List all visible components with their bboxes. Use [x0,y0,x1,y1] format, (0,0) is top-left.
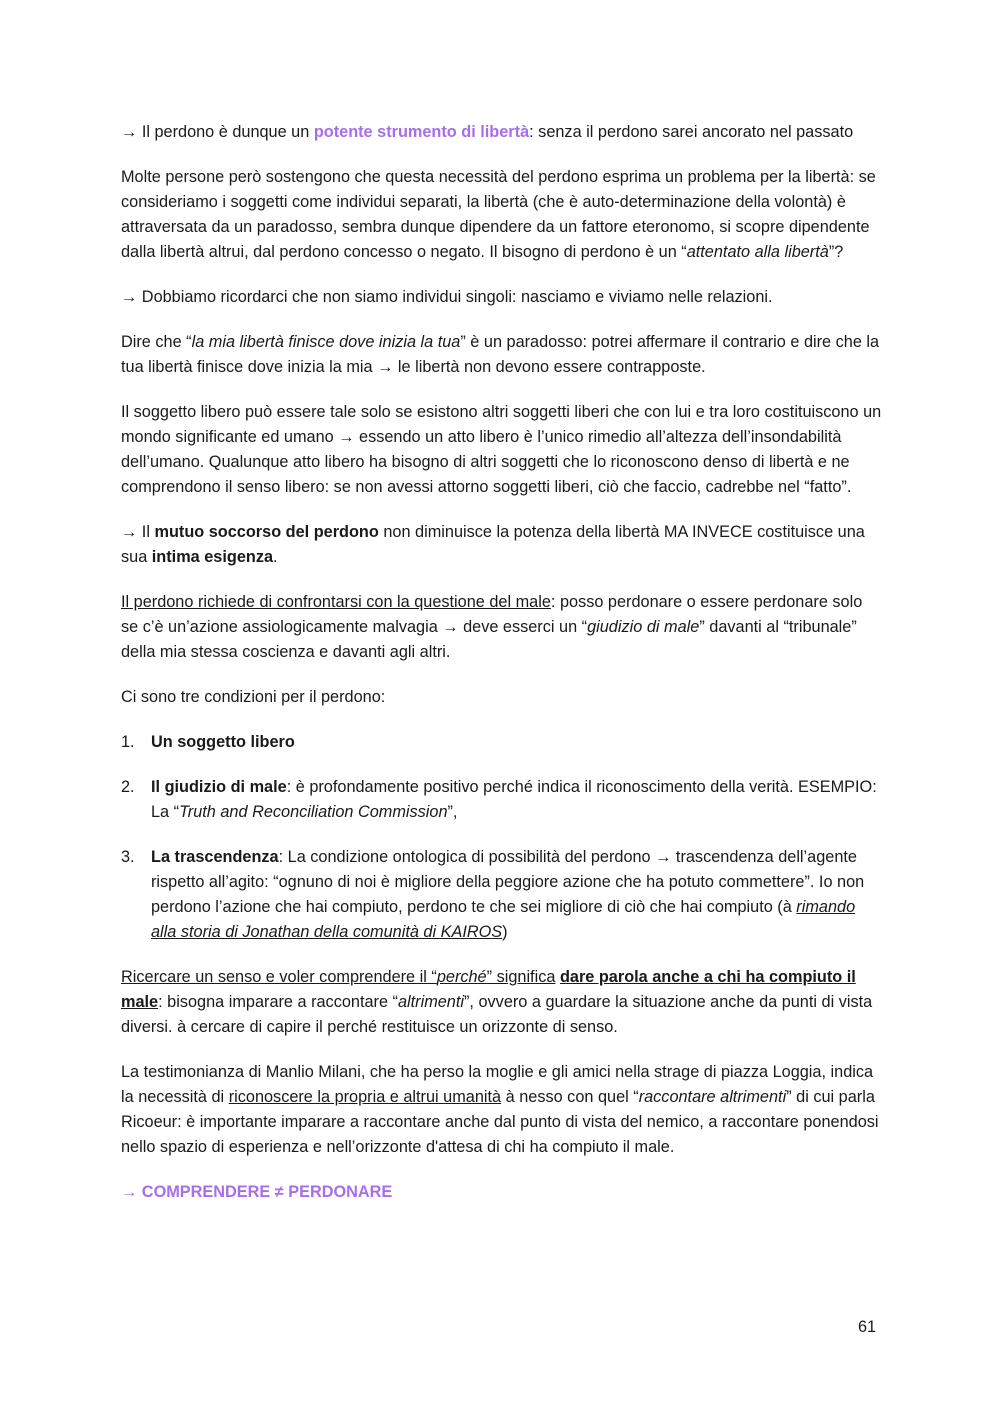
text-run: à nesso con quel “ [501,1088,639,1106]
text-run: : La condizione ontologica di possibilità del perdono → trascendenza dell’agente rispetto all’agito: “ognuno di noi è migliore della peggiore azione che ha potuto commettere”. Io non perdono l’azione che hai compiuto, perdono te che sei migliore di ciò che hai compiuto (à [151,848,865,916]
text-run: . [273,548,278,566]
text-run: : bisogna imparare a raccontare “ [158,993,398,1011]
text-run: : è profondamente positivo perché indica il riconoscimento della verità. ESEMPIO: La “ [151,778,877,821]
text-run: : senza il perdono sarei ancorato nel passato [529,123,854,141]
italic-text: la mia libertà finisce dove inizia la tua [191,333,461,351]
bold-underlined-text: dare parola anche a chi ha compiuto il male [121,968,856,1011]
underlined-italic-text: rimando alla storia di Jonathan della comunità di KAIROS [151,898,856,941]
text-run: ” è un paradosso: potrei affermare il contrario e dire che la tua libertà finisce dove inizia la mia → le libertà non devono essere contrapposte. [121,333,880,376]
bold-text: mutuo soccorso del perdono [154,523,379,541]
paragraph-8: Ci sono tre condizioni per il perdono: [121,688,386,706]
text-run: ” di cui parla Ricoeur: è importante imparare a raccontare anche dal punto di vista del nemico, a raccontare ponendosi nello spazio di esperienza e nell’orizzonte d'attesa di chi ha compiuto il male. [121,1088,879,1156]
bold-text: La trascendenza [151,848,279,866]
bold-text: Il giudizio di male [151,778,287,796]
list-number: 3. [121,848,135,866]
highlight-text: potente strumento di libertà [313,123,530,141]
list-number: 2. [121,778,135,796]
underlined-text: ” significa [486,968,556,986]
italic-text: raccontare altrimenti [638,1088,787,1106]
text-run: ” davanti al “tribunale” della mia stessa coscienza e davanti agli altri. [121,618,857,661]
text-run: ) [502,923,508,941]
bold-text: Un soggetto libero [151,733,295,751]
paragraph-2 [121,165,883,265]
underlined-text: Ricercare un senso e voler comprendere il “ [121,968,437,986]
numbered-list [121,730,883,945]
conclusion-heading: → COMPRENDERE ≠ PERDONARE [121,1183,393,1201]
paragraph-9 [121,965,883,1040]
text-run: ”, ovvero a guardare la situazione anche da punti di vista diversi. à cercare di capire il perché restituisce un orizzonte di senso. [121,993,873,1036]
document-body [121,120,883,1225]
text-run: non diminuisce la potenza della libertà MA INVECE costituisce una sua [121,523,865,566]
italic-text: altrimenti [397,993,465,1011]
text-run: ”, [447,803,458,821]
bold-text: intima esigenza [151,548,274,566]
list-number: 1. [121,733,135,751]
italic-text: Truth and Reconciliation Commission [179,803,448,821]
page-number: 61 [858,1318,877,1336]
paragraph-6 [121,520,883,570]
paragraph-7 [121,590,883,665]
text-run: Dire che “ [121,333,192,351]
text-run: : posso perdonare o essere perdonare solo se c’è un’azione assiologicamente malvagia → deve esserci un “ [121,593,863,636]
paragraph-5: Il soggetto libero può essere tale solo se esistono altri soggetti liberi che con lui e tra loro costituiscono un mondo significante ed umano → essendo un atto libero è l’unico rimedio all’altezza dell’insondabilità dell’umano. Qualunque atto libero ha bisogno di altri soggetti che lo riconoscono denso di libertà e ne comprendono il senso libero: se non avessi attorno soggetti liberi, ciò che faccio, cadrebbe nel “fatto”. [121,403,882,496]
text-run: Il perdono è dunque un [141,123,314,141]
list-item [121,730,883,755]
underlined-text: riconoscere la propria e altrui umanità [228,1088,502,1106]
arrow-icon: → [121,123,142,141]
text-run: La testimonianza di Manlio Milani, che ha perso la moglie e gli amici nella strage di piazza Loggia, indica la necessità di [121,1063,874,1106]
underlined-text: Il perdono richiede di confrontarsi con la questione del male [121,593,551,611]
text-run: Molte persone però sostengono che questa necessità del perdono esprima un problema per la libertà: se consideriamo i soggetti come individui separati, la libertà (che è auto-determinazione della volontà) è attraversata da un paradosso, sembra dunque dipendere da un fattore eteronomo, si scopre dipendente dalla libertà altrui, dal perdono concesso o negato. Il bisogno di perdono è un “ [121,168,876,261]
list-item [121,775,883,825]
paragraph-10 [121,1060,883,1160]
paragraph-3: → Dobbiamo ricordarci che non siamo individui singoli: nasciamo e viviamo nelle relazioni. [121,288,773,306]
underlined-italic-text: perché [436,968,487,986]
paragraph-4 [121,330,883,380]
italic-text: attentato alla libertà [686,243,829,261]
text-run: → Il [121,523,155,541]
paragraph-1 [121,120,883,145]
list-item [121,845,883,945]
italic-text: giudizio di male [587,618,700,636]
text-run: ”? [828,243,844,261]
